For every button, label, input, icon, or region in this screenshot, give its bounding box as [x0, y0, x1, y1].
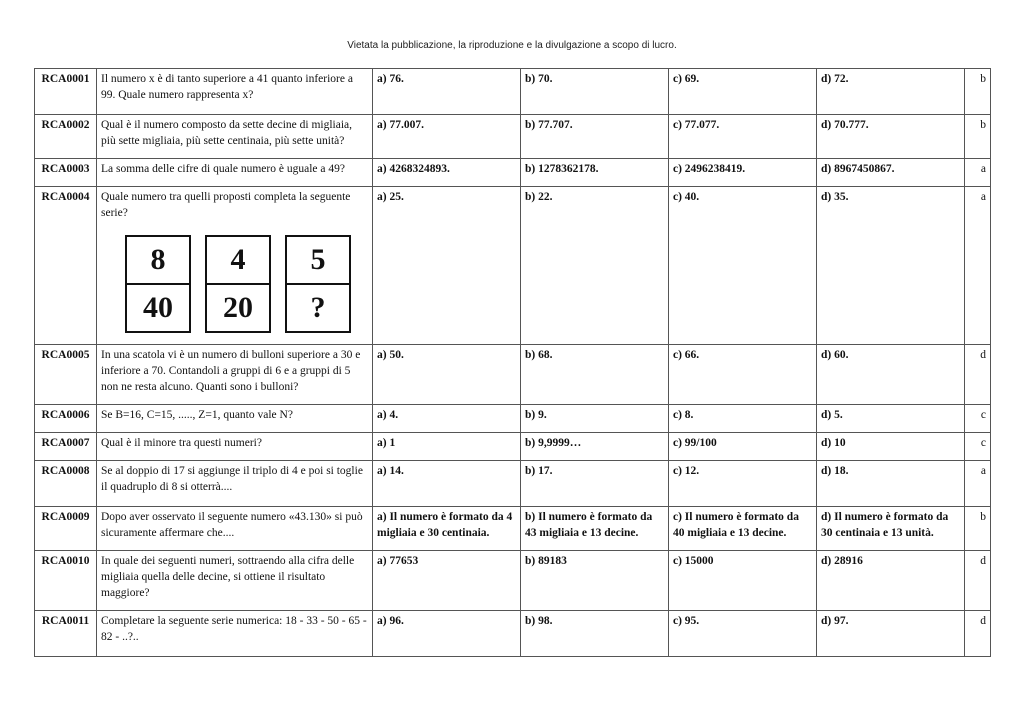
option-a: a) 77.007.: [373, 115, 521, 159]
option-a: a) 4.: [373, 405, 521, 433]
correct-answer: c: [965, 433, 991, 461]
option-a: a) 4268324893.: [373, 159, 521, 187]
option-d: d) 28916: [817, 551, 965, 611]
correct-answer: a: [965, 159, 991, 187]
table-row: [35, 159, 991, 187]
option-a: a) 1: [373, 433, 521, 461]
correct-answer: c: [965, 405, 991, 433]
question-text: Quale numero tra quelli proposti completa la seguente serie?: [101, 191, 351, 219]
option-b: b) 98.: [521, 611, 669, 657]
series-box: [205, 235, 271, 333]
question-code: RCA0001: [35, 69, 97, 115]
option-d: d) 35.: [817, 187, 965, 345]
question-text: Dopo aver osservato il seguente numero «43.130» si può sicuramente affermare che....: [97, 507, 373, 551]
question-code: RCA0002: [35, 115, 97, 159]
option-d: d) 60.: [817, 345, 965, 405]
correct-answer: b: [965, 115, 991, 159]
option-c: c) 99/100: [669, 433, 817, 461]
table-row: [35, 611, 991, 657]
question-code: RCA0011: [35, 611, 97, 657]
option-b: b) 68.: [521, 345, 669, 405]
option-c: c) 12.: [669, 461, 817, 507]
option-d: d) 8967450867.: [817, 159, 965, 187]
correct-answer: a: [965, 187, 991, 345]
option-b: b) 1278362178.: [521, 159, 669, 187]
series-box: [285, 235, 351, 333]
table-row: [35, 433, 991, 461]
option-d: d) 5.: [817, 405, 965, 433]
option-c: c) Il numero è formato da 40 migliaia e 13 decine.: [669, 507, 817, 551]
option-d: d) 10: [817, 433, 965, 461]
question-code: RCA0010: [35, 551, 97, 611]
question-text: Completare la seguente serie numerica: 18 - 33 - 50 - 65 - 82 - ..?..: [97, 611, 373, 657]
option-b: b) 17.: [521, 461, 669, 507]
option-d: d) 18.: [817, 461, 965, 507]
option-b: b) 9,9999…: [521, 433, 669, 461]
question-text: Qual è il numero composto da sette decine di migliaia, più sette migliaia, più sette centinaia, più sette unità?: [97, 115, 373, 159]
table-row: [35, 345, 991, 405]
correct-answer: b: [965, 69, 991, 115]
table-row: [35, 69, 991, 115]
option-a: a) 25.: [373, 187, 521, 345]
option-b: b) Il numero è formato da 43 migliaia e 13 decine.: [521, 507, 669, 551]
number-series-figure: [125, 235, 368, 333]
question-text: La somma delle cifre di quale numero è uguale a 49?: [97, 159, 373, 187]
question-text: Qual è il minore tra questi numeri?: [97, 433, 373, 461]
table-row: [35, 551, 991, 611]
table-row: [35, 507, 991, 551]
question-code: RCA0005: [35, 345, 97, 405]
series-box: [125, 235, 191, 333]
option-a: a) 96.: [373, 611, 521, 657]
option-c: c) 15000: [669, 551, 817, 611]
series-unknown: ?: [310, 291, 326, 324]
option-a: a) 76.: [373, 69, 521, 115]
option-d: d) 72.: [817, 69, 965, 115]
correct-answer: d: [965, 345, 991, 405]
series-bottom-number: 20: [223, 291, 253, 324]
series-top-number: 8: [127, 237, 189, 285]
question-text: Il numero x è di tanto superiore a 41 quanto inferiore a 99. Quale numero rappresenta x?: [97, 69, 373, 115]
series-top-number: 4: [207, 237, 269, 285]
option-b: b) 22.: [521, 187, 669, 345]
option-b: b) 77.707.: [521, 115, 669, 159]
correct-answer: d: [965, 551, 991, 611]
option-b: b) 89183: [521, 551, 669, 611]
question-code: RCA0006: [35, 405, 97, 433]
quiz-table: [34, 68, 991, 657]
question-code: RCA0003: [35, 159, 97, 187]
option-a: a) Il numero è formato da 4 migliaia e 30 centinaia.: [373, 507, 521, 551]
option-c: c) 40.: [669, 187, 817, 345]
option-c: c) 77.077.: [669, 115, 817, 159]
correct-answer: b: [965, 507, 991, 551]
option-c: c) 69.: [669, 69, 817, 115]
question-text: Se B=16, C=15, ....., Z=1, quanto vale N?: [97, 405, 373, 433]
series-bottom-number: 40: [143, 291, 173, 324]
table-row: [35, 405, 991, 433]
option-d: d) 70.777.: [817, 115, 965, 159]
option-c: c) 95.: [669, 611, 817, 657]
question-text: Se al doppio di 17 si aggiunge il triplo di 4 e poi si toglie il quadruplo di 8 si otterrà....: [97, 461, 373, 507]
option-d: d) Il numero è formato da 30 centinaia e 13 unità.: [817, 507, 965, 551]
series-top-number: 5: [287, 237, 349, 285]
option-b: b) 9.: [521, 405, 669, 433]
question-code: RCA0004: [35, 187, 97, 345]
option-d: d) 97.: [817, 611, 965, 657]
page-header-notice: Vietata la pubblicazione, la riproduzione e la divulgazione a scopo di lucro.: [347, 40, 677, 51]
question-code: RCA0008: [35, 461, 97, 507]
question-text: In quale dei seguenti numeri, sottraendo alla cifra delle migliaia quella delle decine, si ottiene il risultato maggiore?: [97, 551, 373, 611]
option-c: c) 2496238419.: [669, 159, 817, 187]
option-c: c) 8.: [669, 405, 817, 433]
question-code: RCA0009: [35, 507, 97, 551]
table-row: [35, 187, 991, 345]
option-a: a) 14.: [373, 461, 521, 507]
question-code: RCA0007: [35, 433, 97, 461]
question-cell: [97, 187, 373, 345]
option-a: a) 77653: [373, 551, 521, 611]
option-b: b) 70.: [521, 69, 669, 115]
correct-answer: d: [965, 611, 991, 657]
correct-answer: a: [965, 461, 991, 507]
option-c: c) 66.: [669, 345, 817, 405]
table-row: [35, 115, 991, 159]
table-row: [35, 461, 991, 507]
question-text: In una scatola vi è un numero di bulloni superiore a 30 e inferiore a 70. Contandoli a gruppi di 6 e a gruppi di 5 non ne resta alcuno. Quanti sono i bulloni?: [97, 345, 373, 405]
option-a: a) 50.: [373, 345, 521, 405]
